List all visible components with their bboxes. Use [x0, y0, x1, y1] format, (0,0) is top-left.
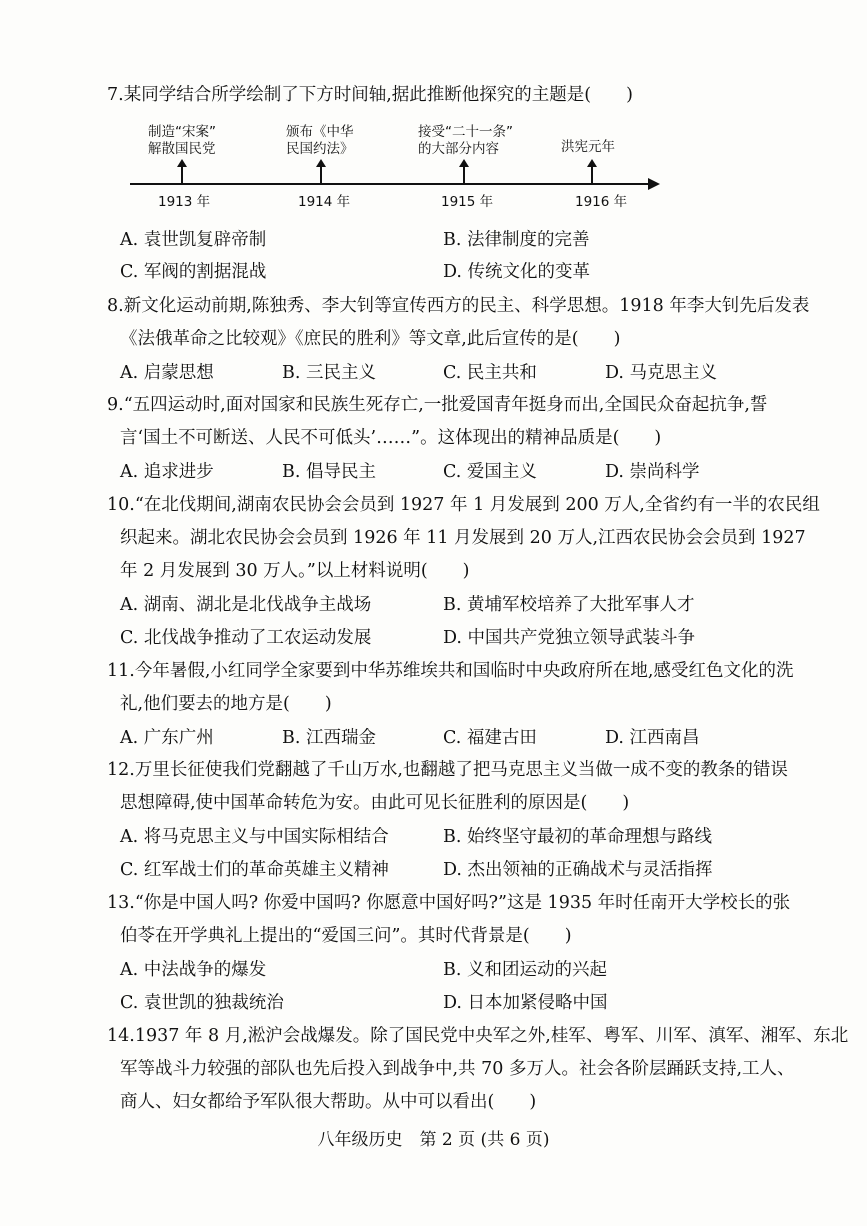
option-b: B. 法律制度的完善	[443, 230, 590, 250]
option-d: D. 传统文化的变革	[443, 262, 591, 282]
question-13-stem-cont: 伯苓在开学典礼上提出的“爱国三问”。其时代背景是( )	[120, 926, 572, 946]
question-13-stem: 13.“你是中国人吗? 你爱中国吗? 你愿意中国好吗?”这是 1935 年时任南开大学校长的张	[107, 893, 791, 913]
question-12-stem-cont: 思想障碍,使中国革命转危为安。由此可见长征胜利的原因是( )	[120, 793, 630, 813]
question-9-stem-cont: 言‘国土不可断送、人民不可低头’……”。这体现出的精神品质是( )	[120, 428, 662, 448]
option-a: A. 启蒙思想	[120, 363, 214, 383]
option-d: D. 江西南昌	[605, 728, 700, 748]
arrow-up-icon	[591, 165, 593, 183]
question-10-stem-cont: 年 2 月发展到 30 万人。”以上材料说明( )	[120, 561, 470, 581]
timeline-event-text: 颁布《中华	[286, 124, 354, 140]
question-9-stem: 9.“五四运动时,面对国家和民族生死存亡,一批爱国青年挺身而出,全国民众奋起抗争,誓	[107, 395, 768, 415]
arrow-up-icon	[320, 165, 322, 183]
option-b: B. 江西瑞金	[282, 728, 376, 748]
option-d: D. 杰出领袖的正确战术与灵活指挥	[443, 860, 713, 880]
timeline-arrow-icon	[648, 178, 660, 190]
option-a: A. 广东广州	[120, 728, 214, 748]
timeline-event-text: 制造“宋案”	[148, 124, 216, 140]
question-14-stem-cont: 军等战斗力较强的部队也先后投入到战争中,共 70 多万人。社会各阶层踊跃支持,工人、	[120, 1059, 795, 1079]
timeline-event-2	[286, 124, 354, 158]
question-10-stem-cont: 织起来。湖北农民协会会员到 1926 年 11 月发展到 20 万人,江西农民协会会员到 1927	[120, 528, 806, 548]
timeline-event-4	[561, 139, 615, 156]
question-14-stem-cont: 商人、妇女都给予军队很大帮助。从中可以看出( )	[120, 1092, 537, 1112]
option-a: A. 中法战争的爆发	[120, 960, 267, 980]
timeline-year: 1916 年	[575, 194, 628, 210]
option-b: B. 黄埔军校培养了大批军事人才	[443, 595, 695, 615]
question-11-stem: 11.今年暑假,小红同学全家要到中华苏维埃共和国临时中央政府所在地,感受红色文化的洗	[107, 661, 794, 681]
option-c: C. 红军战士们的革命英雄主义精神	[120, 860, 389, 880]
question-8-stem-cont: 《法俄革命之比较观》《庶民的胜利》等文章,此后宣传的是( )	[120, 329, 621, 349]
question-7-stem: 7.某同学结合所学绘制了下方时间轴,据此推断他探究的主题是( )	[107, 85, 633, 105]
timeline-year: 1913 年	[158, 194, 211, 210]
question-11-stem-cont: 礼,他们要去的地方是( )	[120, 694, 332, 714]
option-d: D. 崇尚科学	[605, 462, 700, 482]
option-d: D. 马克思主义	[605, 363, 718, 383]
timeline-event-text: 接受“二十一条”	[418, 124, 513, 140]
question-14-stem: 14.1937 年 8 月,淞沪会战爆发。除了国民党中央军之外,桂军、粤军、川军、滇军、湘军、东北	[107, 1026, 849, 1046]
option-d: D. 日本加紧侵略中国	[443, 993, 608, 1013]
timeline-event-text: 民国约法》	[286, 141, 354, 157]
option-c: C. 民主共和	[443, 363, 537, 383]
option-d: D. 中国共产党独立领导武装斗争	[443, 628, 696, 648]
timeline-event-text: 洪宪元年	[561, 139, 615, 155]
question-12-stem: 12.万里长征使我们党翻越了千山万水,也翻越了把马克思主义当做一成不变的教条的错误	[107, 760, 788, 780]
timeline-event-text: 的大部分内容	[418, 141, 499, 157]
arrow-up-icon	[463, 165, 465, 183]
option-b: B. 始终坚守最初的革命理想与路线	[443, 827, 712, 847]
option-c: C. 北伐战争推动了工农运动发展	[120, 628, 372, 648]
timeline-axis	[130, 183, 650, 185]
option-b: B. 义和团运动的兴起	[443, 960, 607, 980]
question-8-stem: 8.新文化运动前期,陈独秀、李大钊等宣传西方的民主、科学思想。1918 年李大钊先后发表	[107, 296, 810, 316]
option-b: B. 倡导民主	[282, 462, 376, 482]
timeline-event-text: 解散国民党	[148, 141, 216, 157]
timeline-year: 1915 年	[441, 194, 494, 210]
timeline-year: 1914 年	[298, 194, 351, 210]
question-10-stem: 10.“在北伐期间,湖南农民协会会员到 1927 年 1 月发展到 200 万人,全省约有一半的农民组	[107, 495, 820, 515]
timeline-event-1	[148, 124, 216, 158]
timeline-event-3	[418, 124, 513, 158]
option-c: C. 爱国主义	[443, 462, 537, 482]
option-b: B. 三民主义	[282, 363, 376, 383]
option-c: C. 军阀的割据混战	[120, 262, 267, 282]
option-a: A. 将马克思主义与中国实际相结合	[120, 827, 389, 847]
option-c: C. 福建古田	[443, 728, 537, 748]
option-a: A. 袁世凯复辟帝制	[120, 230, 267, 250]
option-c: C. 袁世凯的独裁统治	[120, 993, 284, 1013]
arrow-up-icon	[181, 165, 183, 183]
page-footer: 八年级历史 第 2 页 (共 6 页)	[317, 1130, 550, 1150]
option-a: A. 湖南、湖北是北伐战争主战场	[120, 595, 372, 615]
option-a: A. 追求进步	[120, 462, 214, 482]
